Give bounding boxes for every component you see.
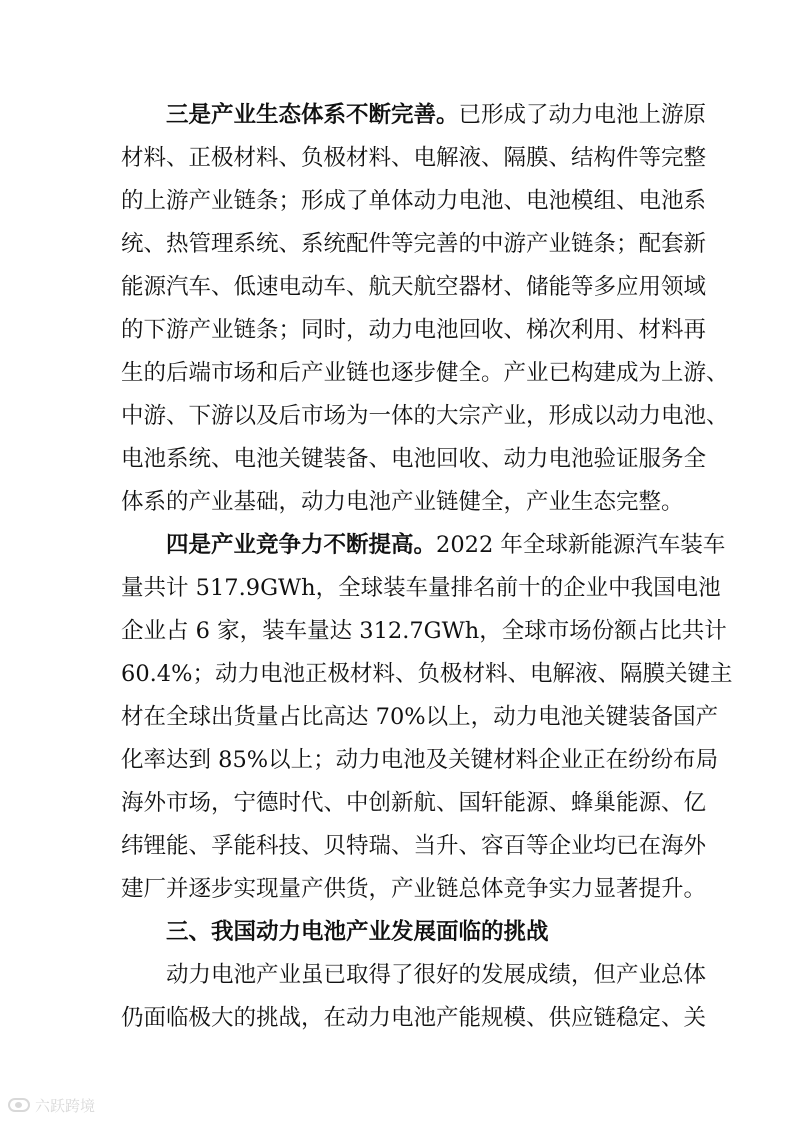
paragraph-1-line-7: 生的后端市场和后产业链也逐步健全。产业已构建成为上游、 <box>121 360 729 386</box>
paragraph-1-line-4: 统、热管理系统、系统配件等完善的中游产业链条；配套新 <box>121 231 707 257</box>
paragraph-2-line-2: 量共计 517.9GWh，全球装车量排名前十的企业中我国电池 <box>121 575 721 601</box>
paragraph-2-line-9: 建厂并逐步实现量产供货，产业链总体竞争实力显著提升。 <box>121 876 707 902</box>
closing-paragraph-line-2: 仍面临极大的挑战，在动力电池产能规模、供应链稳定、关 <box>121 1005 707 1031</box>
paragraph-1-line-6: 的下游产业链条；同时，动力电池回收、梯次利用、材料再 <box>121 317 707 343</box>
paragraph-1-line-8: 中游、下游以及后市场为一体的大宗产业，形成以动力电池、 <box>121 403 729 429</box>
paragraph-1-line-5: 能源汽车、低速电动车、航天航空器材、储能等多应用领域 <box>121 274 707 300</box>
paragraph-2-first-line-text: 2022 年全球新能源汽车装车 <box>436 532 726 558</box>
paragraph-2-bold-lead: 四是产业竞争力不断提高。 <box>166 532 437 558</box>
paragraph-2-line-7: 海外市场，宁德时代、中创新航、国轩能源、蜂巢能源、亿 <box>121 790 707 816</box>
closing-paragraph-line-1: 动力电池产业虽已取得了很好的发展成绩，但产业总体 <box>166 962 707 988</box>
paragraph-2-line-8: 纬锂能、孚能科技、贝特瑞、当升、容百等企业均已在海外 <box>121 833 707 859</box>
paragraph-1-line-1 <box>166 97 707 133</box>
paragraph-1-line-2: 材料、正极材料、负极材料、电解液、隔膜、结构件等完整 <box>121 145 707 171</box>
paragraph-2-line-5: 材在全球出货量占比高达 70%以上，动力电池关键装备国产 <box>121 704 719 730</box>
section-heading: 三、我国动力电池产业发展面临的挑战 <box>166 919 549 945</box>
paragraph-2-line-1 <box>166 527 726 563</box>
paragraph-1-line-10: 体系的产业基础，动力电池产业链健全，产业生态完整。 <box>121 489 684 515</box>
paragraph-1-bold-lead: 三是产业生态体系不断完善。 <box>166 102 459 128</box>
paragraph-2-line-4: 60.4%；动力电池正极材料、负极材料、电解液、隔膜关键主 <box>121 661 733 687</box>
paragraph-1-line-9: 电池系统、电池关键装备、电池回收、动力电池验证服务全 <box>121 446 707 472</box>
paragraph-2-line-6: 化率达到 85%以上；动力电池及关键材料企业正在纷纷布局 <box>121 747 719 773</box>
paragraph-1-line-3: 的上游产业链条；形成了单体动力电池、电池模组、电池系 <box>121 188 707 214</box>
watermark <box>8 1093 95 1117</box>
paragraph-1-first-line-text: 已形成了动力电池上游原 <box>458 102 707 128</box>
watermark-logo-icon <box>8 1098 30 1112</box>
watermark-text: 六跃跨境 <box>35 1096 96 1115</box>
paragraph-2-line-3: 企业占 6 家，装车量达 312.7GWh，全球市场份额占比共计 <box>121 618 727 644</box>
